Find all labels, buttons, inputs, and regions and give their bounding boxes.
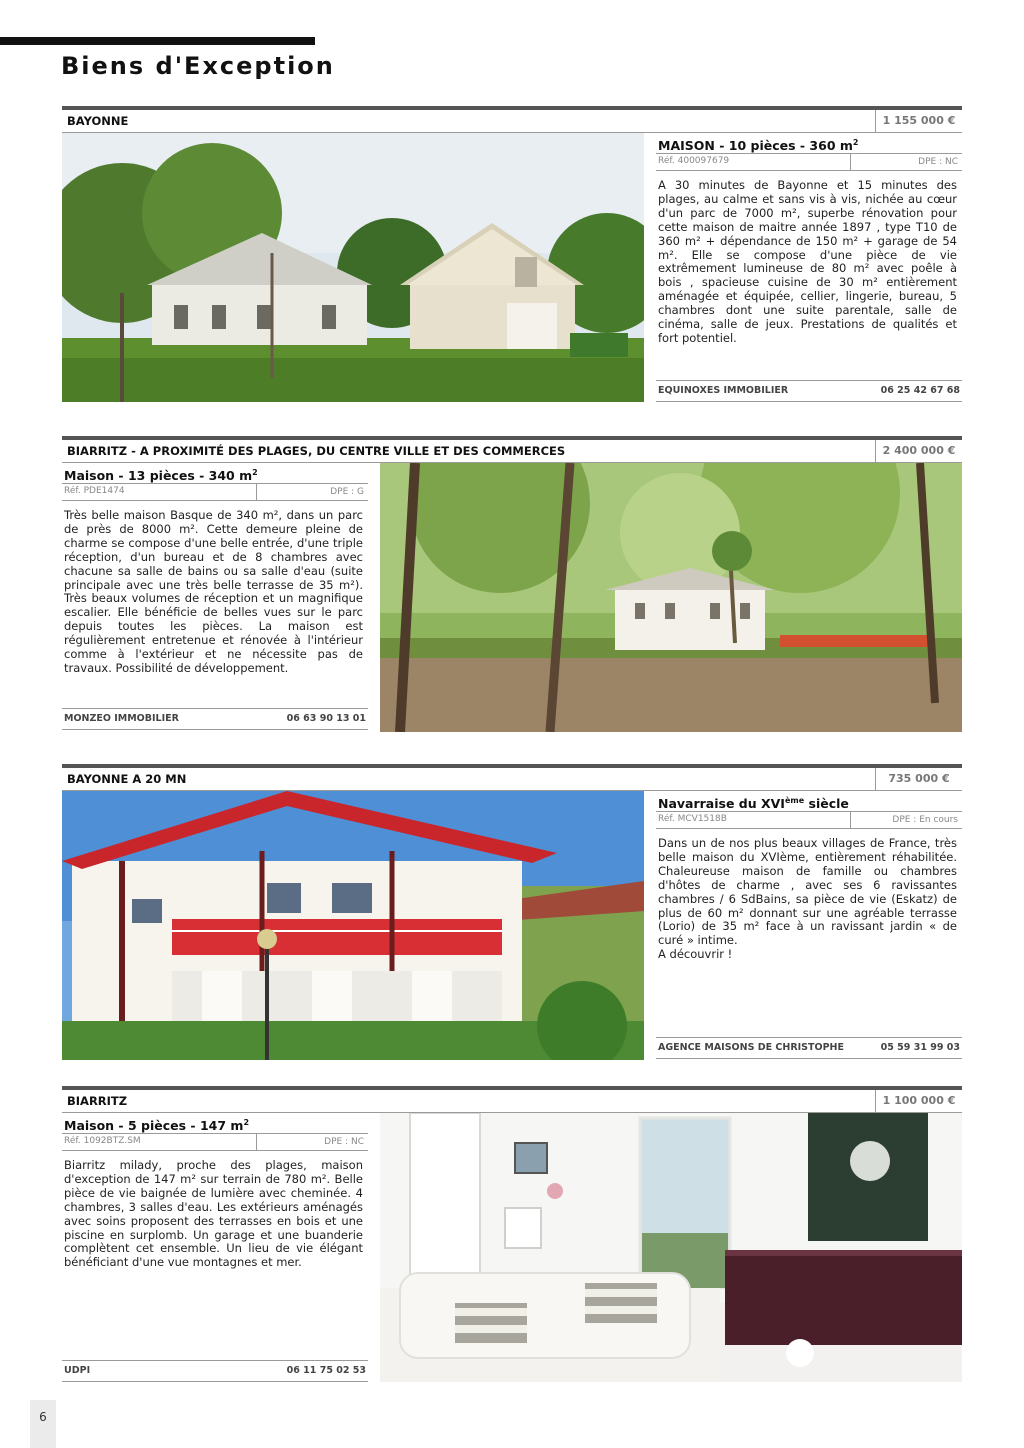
listing-bayonne-20mn — [62, 764, 962, 1061]
agency-name: MONZEO IMMOBILIER — [64, 713, 179, 724]
listing-price: 735 000 € — [875, 768, 962, 790]
listing-biarritz-plages — [62, 436, 962, 733]
ref-row — [656, 812, 962, 829]
ref-row — [62, 1134, 368, 1151]
property-dpe: DPE : NC — [850, 154, 962, 170]
listing-location: BAYONNE A 20 MN — [67, 772, 187, 786]
agency-row — [656, 380, 962, 402]
property-ref: Réf. 400097679 — [658, 156, 730, 166]
property-info — [62, 463, 368, 732]
agency-phone: 06 25 42 67 68 — [880, 385, 960, 396]
property-description: A 30 minutes de Bayonne et 15 minutes des plages, au calme et sans vis à vis, nichée au cœur d'un parc de 7000 m², superbe rénovation pour cette maison de maitre année 1897 , type T10 de 360 m² + dépendance de 150 m² + garage de 54 m². Elle se compose d'une pièce de vie extrêmement lumineuse de 80 m² avec poêle à bois , spacieuse cuisine de 30 m² entièrement aménagée et équipée, cellier, lingerie, bureau, 5 chambres dont une suite parentale, salle de cinéma, salle de jeux. Prestations de qualités et fort potentiel. — [658, 178, 957, 345]
property-photo — [380, 1113, 962, 1382]
agency-phone: 05 59 31 99 03 — [880, 1042, 960, 1053]
agency-phone: 06 63 90 13 01 — [286, 713, 366, 724]
ref-row — [62, 484, 368, 501]
listing-price: 1 100 000 € — [875, 1090, 962, 1112]
property-title: Maison - 5 pièces - 147 $m^2$ — [62, 1113, 368, 1134]
agency-row — [656, 1037, 962, 1059]
ref-row — [656, 154, 962, 171]
agency-row — [62, 1360, 368, 1382]
agency-row — [62, 708, 368, 730]
listing-price: 2 400 000 € — [875, 440, 962, 462]
listing-location: BAYONNE — [67, 114, 129, 128]
property-description: Biarritz milady, proche des plages, maison d'exception de 147 m² sur terrain de 780 m². Belle pièce de vie baignée de lumière avec cheminée. 4 chambres, 3 salles d'eau. Les extérieurs aménagés avec soins proposent des terrasses en bois et une piscine en surplomb. Un garage et une buanderie complètent cet ensemble. Un lieu de vie élégant bénéficiant d'une vue montagnes et mer. — [64, 1158, 363, 1270]
listing-header — [62, 106, 962, 133]
property-title: Navarraise du XVIème siècle — [656, 791, 962, 812]
header-rule — [0, 37, 315, 45]
property-title: MAISON - 10 pièces - 360 $m^2$ — [656, 133, 962, 154]
page-title: Biens d'Exception — [61, 52, 335, 80]
property-info — [62, 1113, 368, 1382]
property-description: Dans un de nos plus beaux villages de France, très belle maison du XVIème, entièrement réhabilitée. Chaleureuse maison de famille ou chambres d'hôtes de charme , avec ses 6 ravissantes chambres / 6 SdBains, sa pièce de vie (Eskatz) de plus de 60 m² donnant sur une agréable terrasse (Lorio) de 35 m² face à un ravissant jardin « de curé » intime. A découvrir ! — [658, 836, 957, 962]
property-info — [656, 133, 962, 402]
page-number: 6 — [30, 1400, 56, 1448]
property-description: Très belle maison Basque de 340 m², dans un parc de près de 8000 m². Cette demeure pleine de charme se compose d'une belle entrée, d'une triple réception, d'un bureau et de 8 chambres avec chacune sa salle de bains ou sa salle d'eau (suite principale avec une très belle terrasse de 35 m²). Très beaux volumes de réception et un magnifique escalier. Elle bénéficie de belles vues sur le parc depuis toutes les pièces. La maison est régulièrement entretenue et rénovée à l'intérieur comme à l'extérieur et ne nécessite pas de travaux. Possibilité de développement. — [64, 508, 363, 675]
listing-header — [62, 764, 962, 791]
property-photo — [62, 133, 644, 402]
listing-location: BIARRITZ - A PROXIMITÉ DES PLAGES, DU CENTRE VILLE ET DES COMMERCES — [67, 444, 566, 458]
property-dpe: DPE : En cours — [850, 812, 962, 828]
agency-phone: 06 11 75 02 53 — [286, 1365, 366, 1376]
agency-name: EQUINOXES IMMOBILIER — [658, 385, 789, 396]
property-dpe: DPE : NC — [256, 1134, 368, 1150]
listing-price: 1 155 000 € — [875, 110, 962, 132]
property-ref: Réf. MCV1518B — [658, 814, 727, 824]
property-dpe: DPE : G — [256, 484, 368, 500]
property-ref: Réf. PDE1474 — [64, 486, 125, 496]
property-title: Maison - 13 pièces - 340 $m^2$ — [62, 463, 368, 484]
agency-name: UDPI — [64, 1365, 91, 1376]
listing-header — [62, 436, 962, 463]
agency-name: AGENCE MAISONS DE CHRISTOPHE — [658, 1042, 844, 1053]
listing-location: BIARRITZ — [67, 1094, 128, 1108]
listing-bayonne — [62, 106, 962, 404]
property-photo — [380, 463, 962, 732]
property-ref: Réf. 1092BTZ.SM — [64, 1136, 141, 1146]
listing-header — [62, 1086, 962, 1113]
property-photo — [62, 791, 644, 1060]
listing-biarritz — [62, 1086, 962, 1384]
property-info — [656, 791, 962, 1060]
